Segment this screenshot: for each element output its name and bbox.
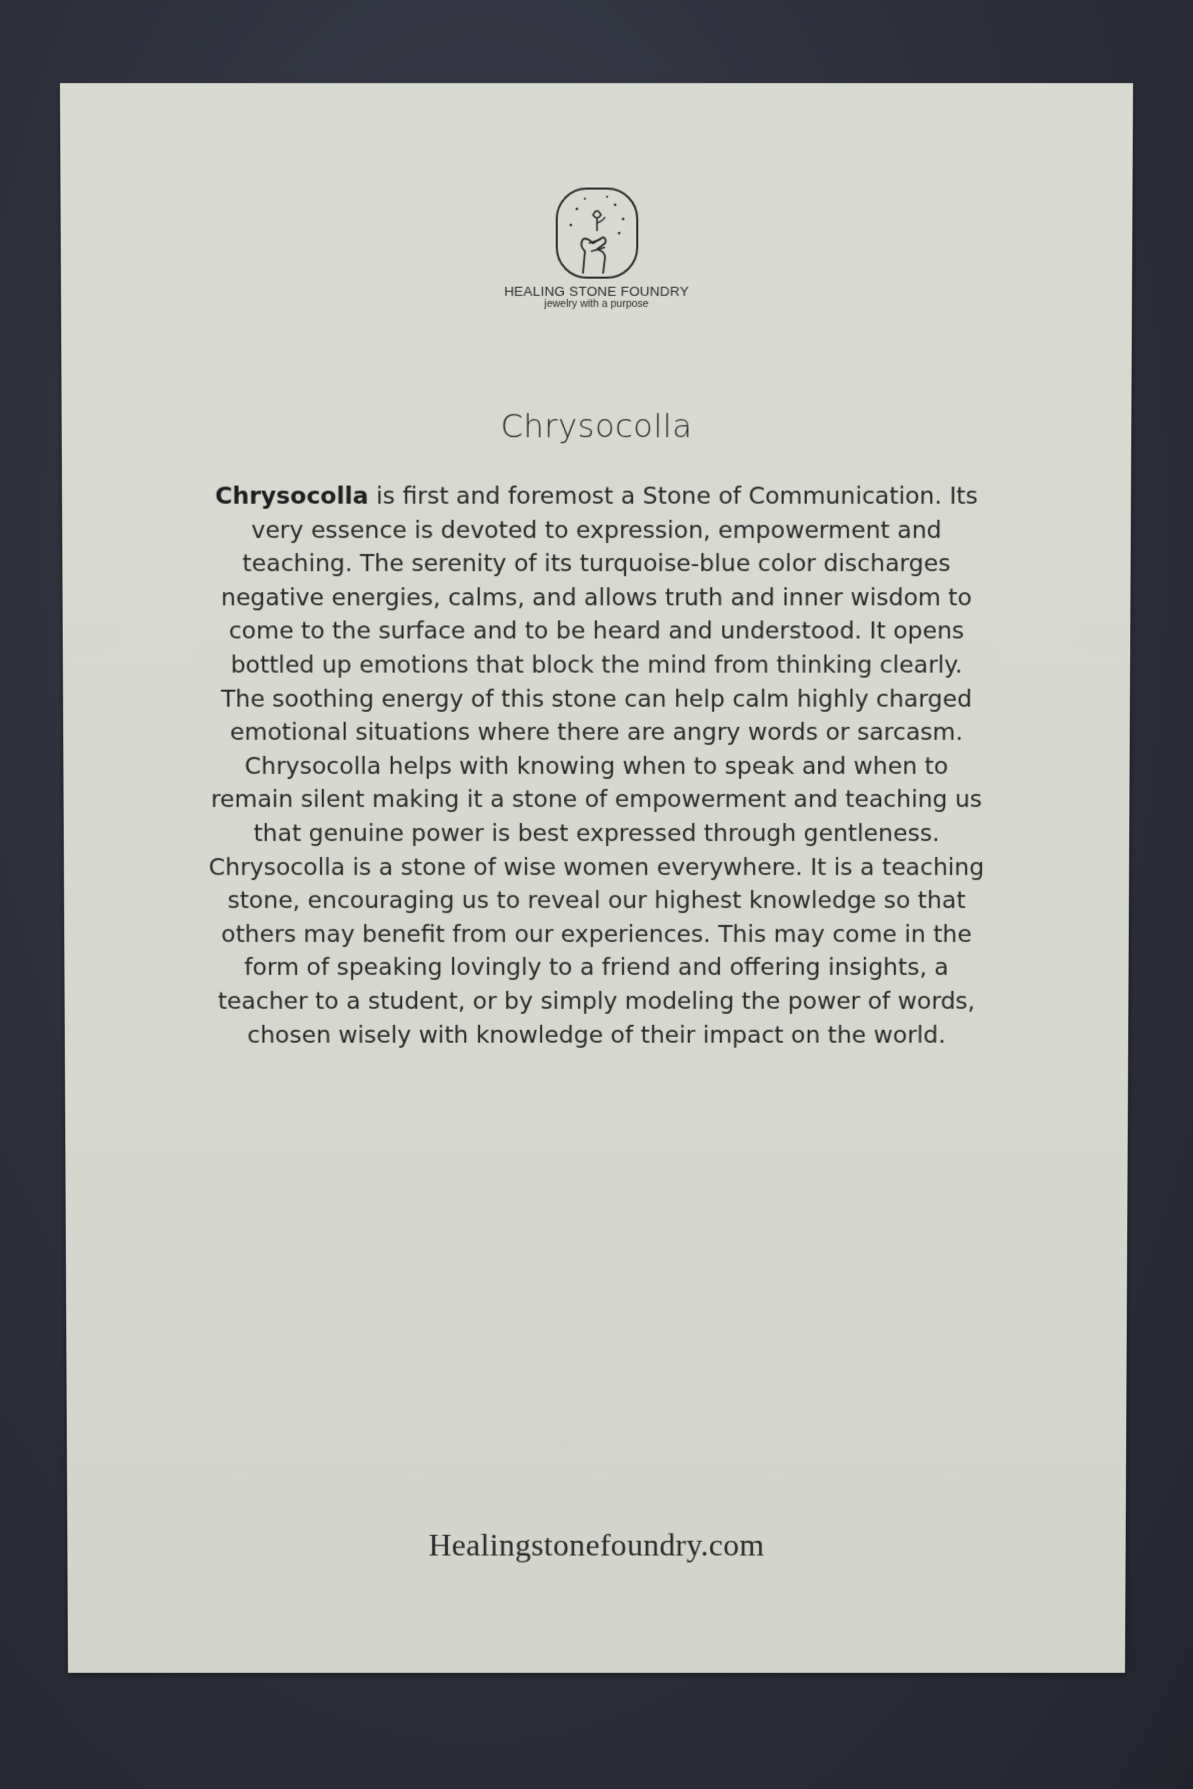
website-url: Healingstonefoundry.com <box>428 1526 765 1563</box>
description-text <box>142 480 1050 1052</box>
brand-tagline: jewelry with a purpose <box>544 297 649 311</box>
body-line: that genuine power is best expressed through gentleness. <box>253 818 940 847</box>
body-line: very essence is devoted to expression, empowerment and <box>251 515 942 544</box>
body-line: chosen wisely with knowledge of their impact on the world. <box>247 1020 946 1049</box>
info-card <box>60 83 1133 1673</box>
body-line: negative energies, calms, and allows truth and inner wisdom to <box>220 582 973 612</box>
body-line: teaching. The serenity of its turquoise-blue color discharges <box>242 549 951 578</box>
brand-logo <box>60 185 1132 310</box>
body-line-text: is first and foremost a Stone of Communication. Its <box>368 481 979 510</box>
body-line: Chrysocolla is a stone of wise women everywhere. It is a teaching <box>208 852 985 881</box>
body-line <box>142 480 1050 514</box>
body-line: The soothing energy of this stone can help calm highly charged <box>220 684 973 713</box>
body-line: come to the surface and to be heard and understood. It opens <box>228 616 965 645</box>
brand-name: HEALING STONE FOUNDRY <box>504 283 689 299</box>
body-line: form of speaking lovingly to a friend and offering insights, a <box>244 953 949 982</box>
body-line: bottled up emotions that block the mind from thinking clearly. <box>230 650 963 679</box>
body-line: Chrysocolla helps with knowing when to speak and when to <box>244 751 949 780</box>
body-line: others may benefit from our experiences. This may come in the <box>221 919 972 948</box>
body-lead: Chrysocolla <box>214 481 369 510</box>
body-line: stone, encouraging us to reveal our highest knowledge so that <box>227 886 966 915</box>
body-line: emotional situations where there are angry words or sarcasm. <box>229 717 964 747</box>
page-title: Chrysocolla <box>500 406 693 446</box>
hand-holding-flower-icon <box>548 185 645 282</box>
body-line: teacher to a student, or by simply modeling the power of words, <box>217 986 976 1015</box>
body-line: remain silent making it a stone of empowerment and teaching us <box>210 785 983 814</box>
